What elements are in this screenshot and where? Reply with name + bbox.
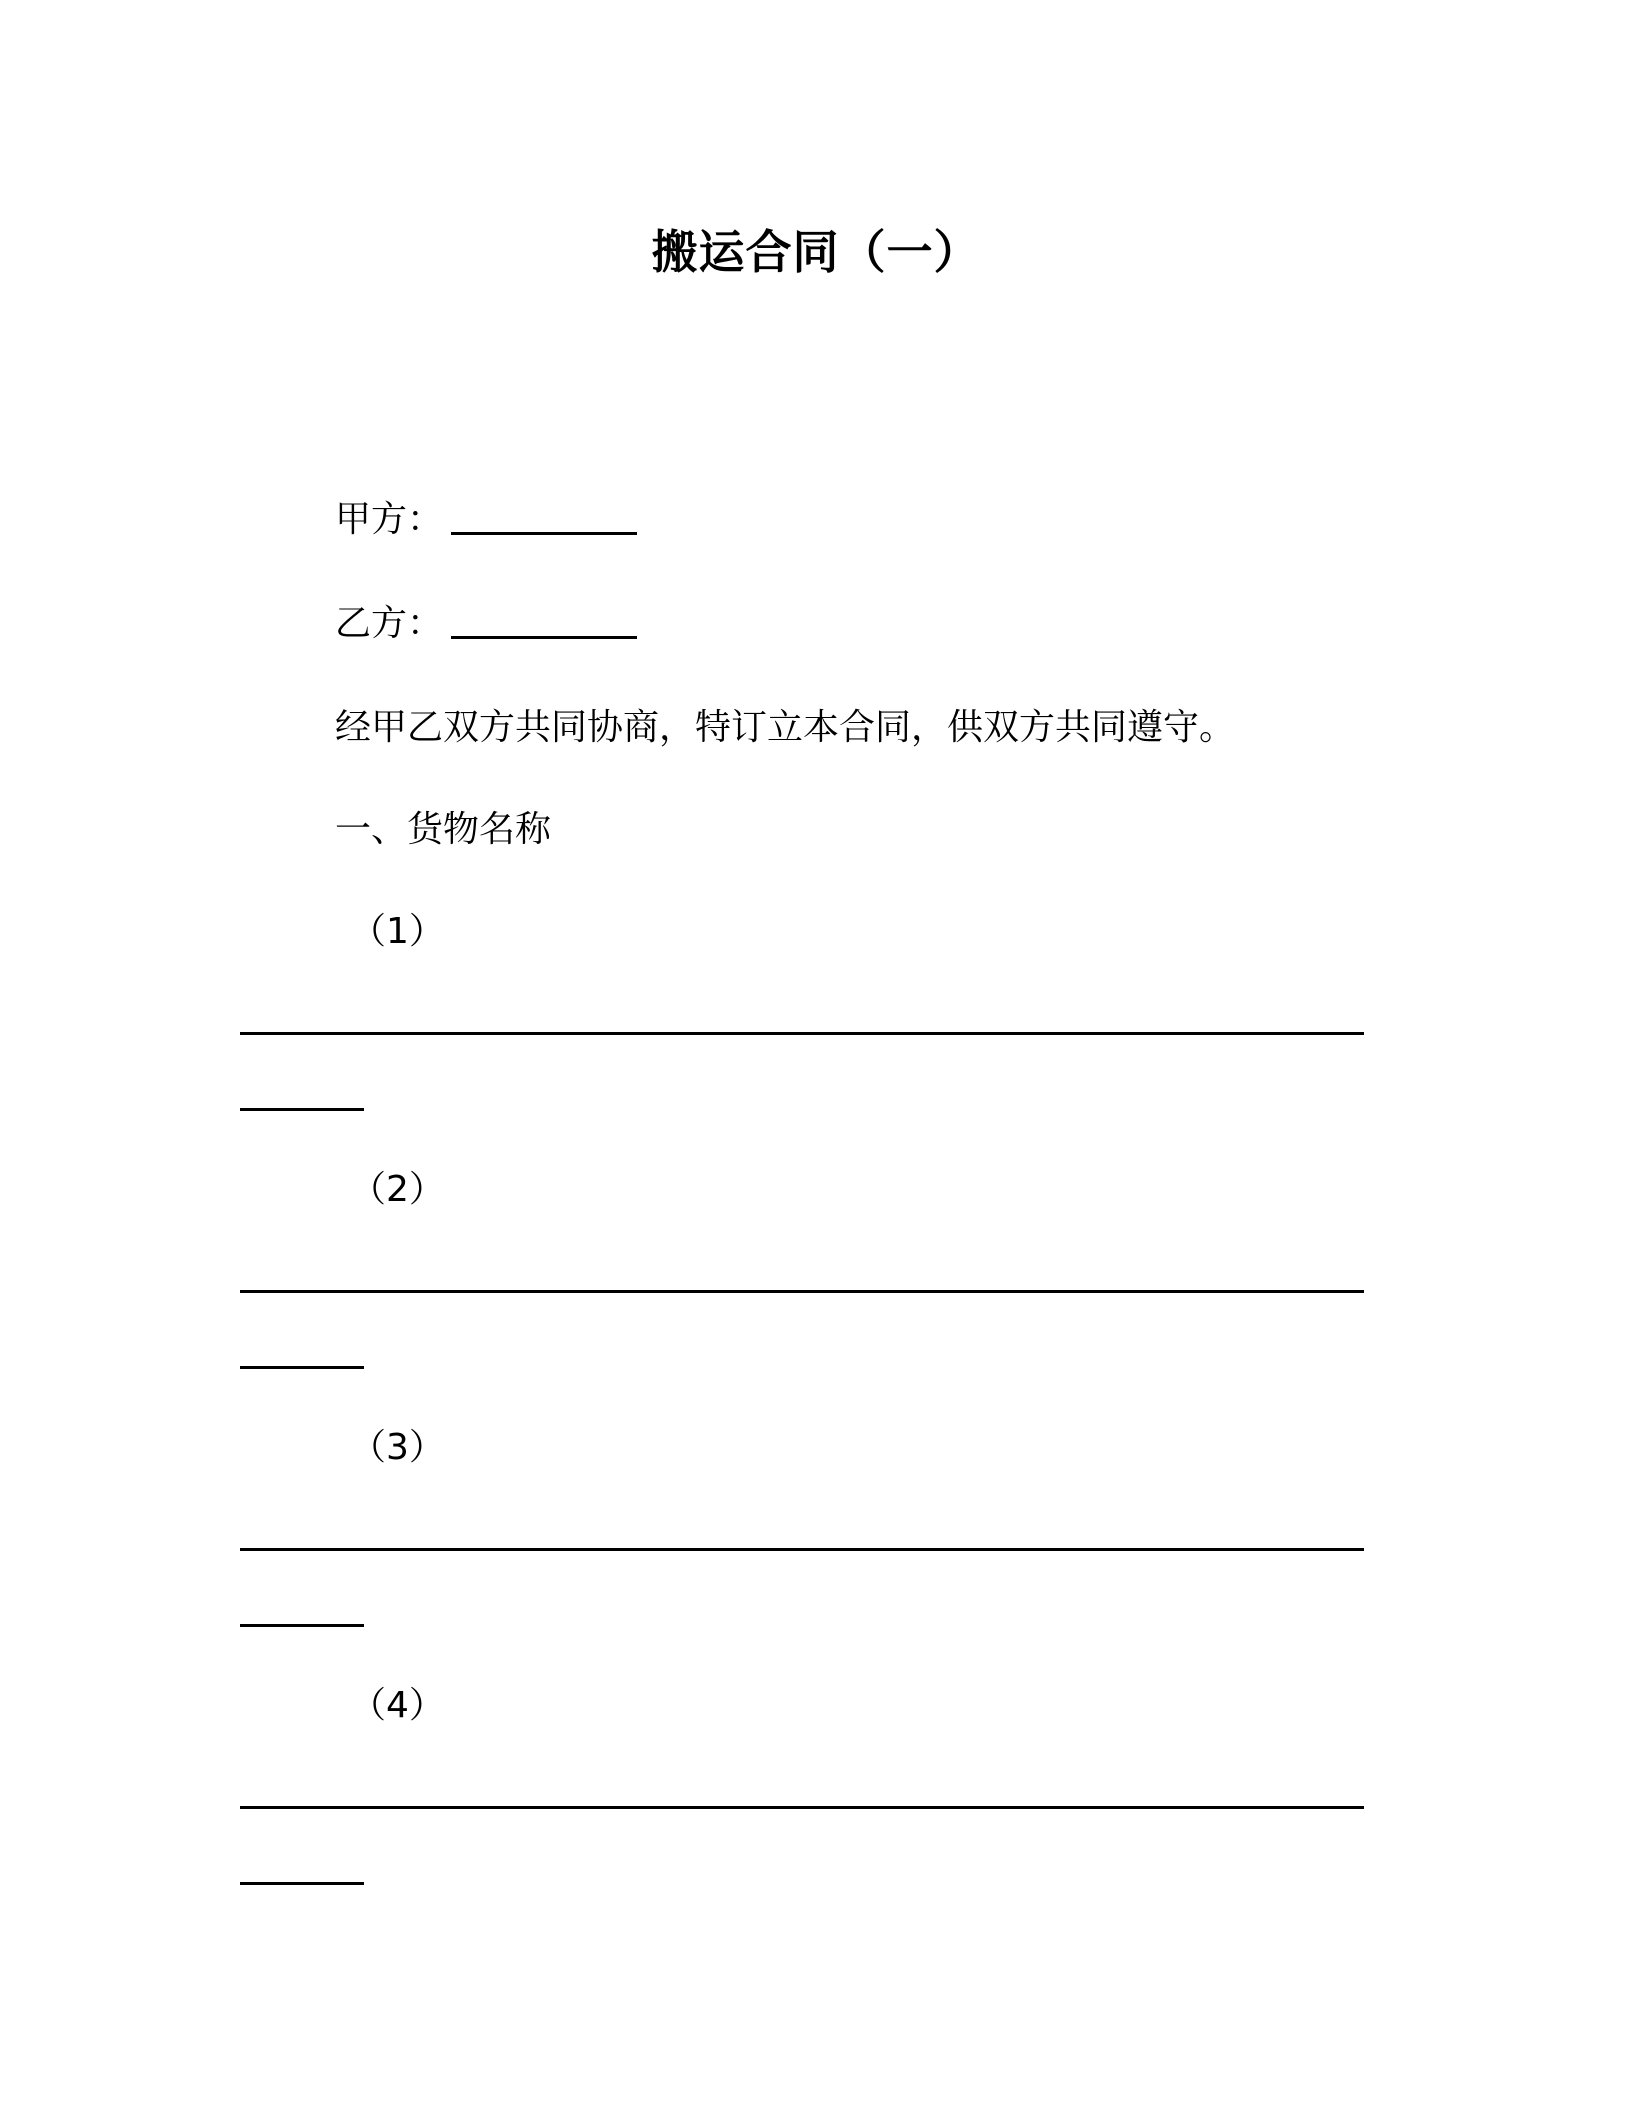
item-3-blank-line[interactable] xyxy=(240,1548,1364,1551)
section-heading-goods-name: 一、货物名称 xyxy=(335,809,552,850)
item-4-blank-line-continued[interactable] xyxy=(240,1882,364,1885)
intro-paragraph: 经甲乙双方共同协商，特订立本合同，供双方共同遵守。 xyxy=(335,707,1236,748)
item-label-4: （4） xyxy=(350,1685,445,1726)
item-label-3: （3） xyxy=(350,1427,445,1468)
party-b-line xyxy=(335,600,637,648)
party-b-blank[interactable] xyxy=(451,606,637,639)
party-a-line xyxy=(335,496,637,544)
item-label-2: （2） xyxy=(350,1169,445,1210)
document-title: 搬运合同（一） xyxy=(651,225,981,279)
party-b-label: 乙方： xyxy=(335,603,444,644)
item-3-blank-line-continued[interactable] xyxy=(240,1624,364,1627)
party-a-label: 甲方： xyxy=(335,499,444,540)
item-1-blank-line[interactable] xyxy=(240,1032,1364,1035)
item-4-blank-line[interactable] xyxy=(240,1806,1364,1809)
party-a-blank[interactable] xyxy=(451,502,637,535)
item-2-blank-line-continued[interactable] xyxy=(240,1366,364,1369)
item-label-1: （1） xyxy=(350,911,445,952)
item-1-blank-line-continued[interactable] xyxy=(240,1108,364,1111)
item-2-blank-line[interactable] xyxy=(240,1290,1364,1293)
